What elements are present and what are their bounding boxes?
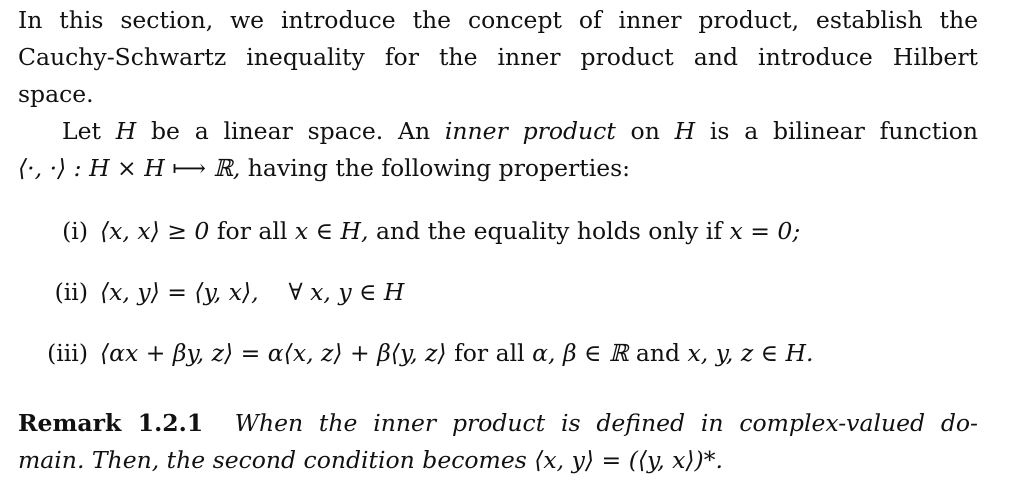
text-fragment: for all [446,339,533,367]
text-fragment: and the equality holds only if [368,217,730,245]
emphasis-inner-product: inner product [444,117,616,145]
property-body [100,335,814,372]
text-fragment: be a linear space. An [136,117,445,145]
intro-paragraph [18,2,978,113]
property-label: (ii) [54,278,88,306]
intro-line-1: In this section, we introduce the concept of inner product, establish the [18,6,978,34]
property-item-i [18,213,978,274]
intro-line-3: space. [18,80,94,108]
property-item-ii [18,274,978,335]
property-body [100,213,800,250]
remark-text: main. Then, the second condition becomes [18,446,535,474]
text-fragment: having the following properties: [240,154,631,182]
text-fragment: is a bilinear function [695,117,979,145]
intro-line-2: Cauchy-Schwartz inequality for the inner product and introduce Hilbert [18,43,978,71]
remark-title: Remark 1.2.1 [18,409,204,437]
math-H: H [115,117,137,145]
math-expression: ⟨x, y⟩ = ⟨y, x⟩, ∀ x, y ∈ H [100,278,405,306]
text-fragment: and [628,339,688,367]
definition-line-1 [18,113,978,150]
text-fragment: Let [62,117,116,145]
remark-paragraph [18,405,978,479]
math-expression: α, β ∈ ℝ [532,339,629,367]
text-fragment: for all [209,217,295,245]
math-H: H [674,117,696,145]
math-expression: x = 0; [729,217,801,245]
properties-list [18,213,978,396]
text-fragment: on [615,117,675,145]
math-expression: ⟨x, x⟩ ≥ 0 [100,217,210,245]
document-page [18,0,978,479]
math-expression: ⟨x, y⟩ = (⟨y, x⟩)*. [534,446,723,474]
definition-line-2 [18,150,978,187]
property-label: (iii) [47,339,88,367]
remark-text: When the inner product is defined in complex-valued do- [234,409,978,437]
remark-line-2 [18,442,978,479]
math-mapping: ⟨·, ·⟩ : H × H ⟼ ℝ, [18,154,241,182]
math-expression: ⟨αx + βy, z⟩ = α⟨x, z⟩ + β⟨y, z⟩ [100,339,447,367]
property-label: (i) [62,217,88,245]
definition-paragraph [18,113,978,187]
math-expression: x ∈ H, [294,217,369,245]
math-expression: x, y, z ∈ H. [687,339,814,367]
property-item-iii [18,335,978,396]
remark-line-1 [18,405,978,442]
property-body [100,274,404,311]
